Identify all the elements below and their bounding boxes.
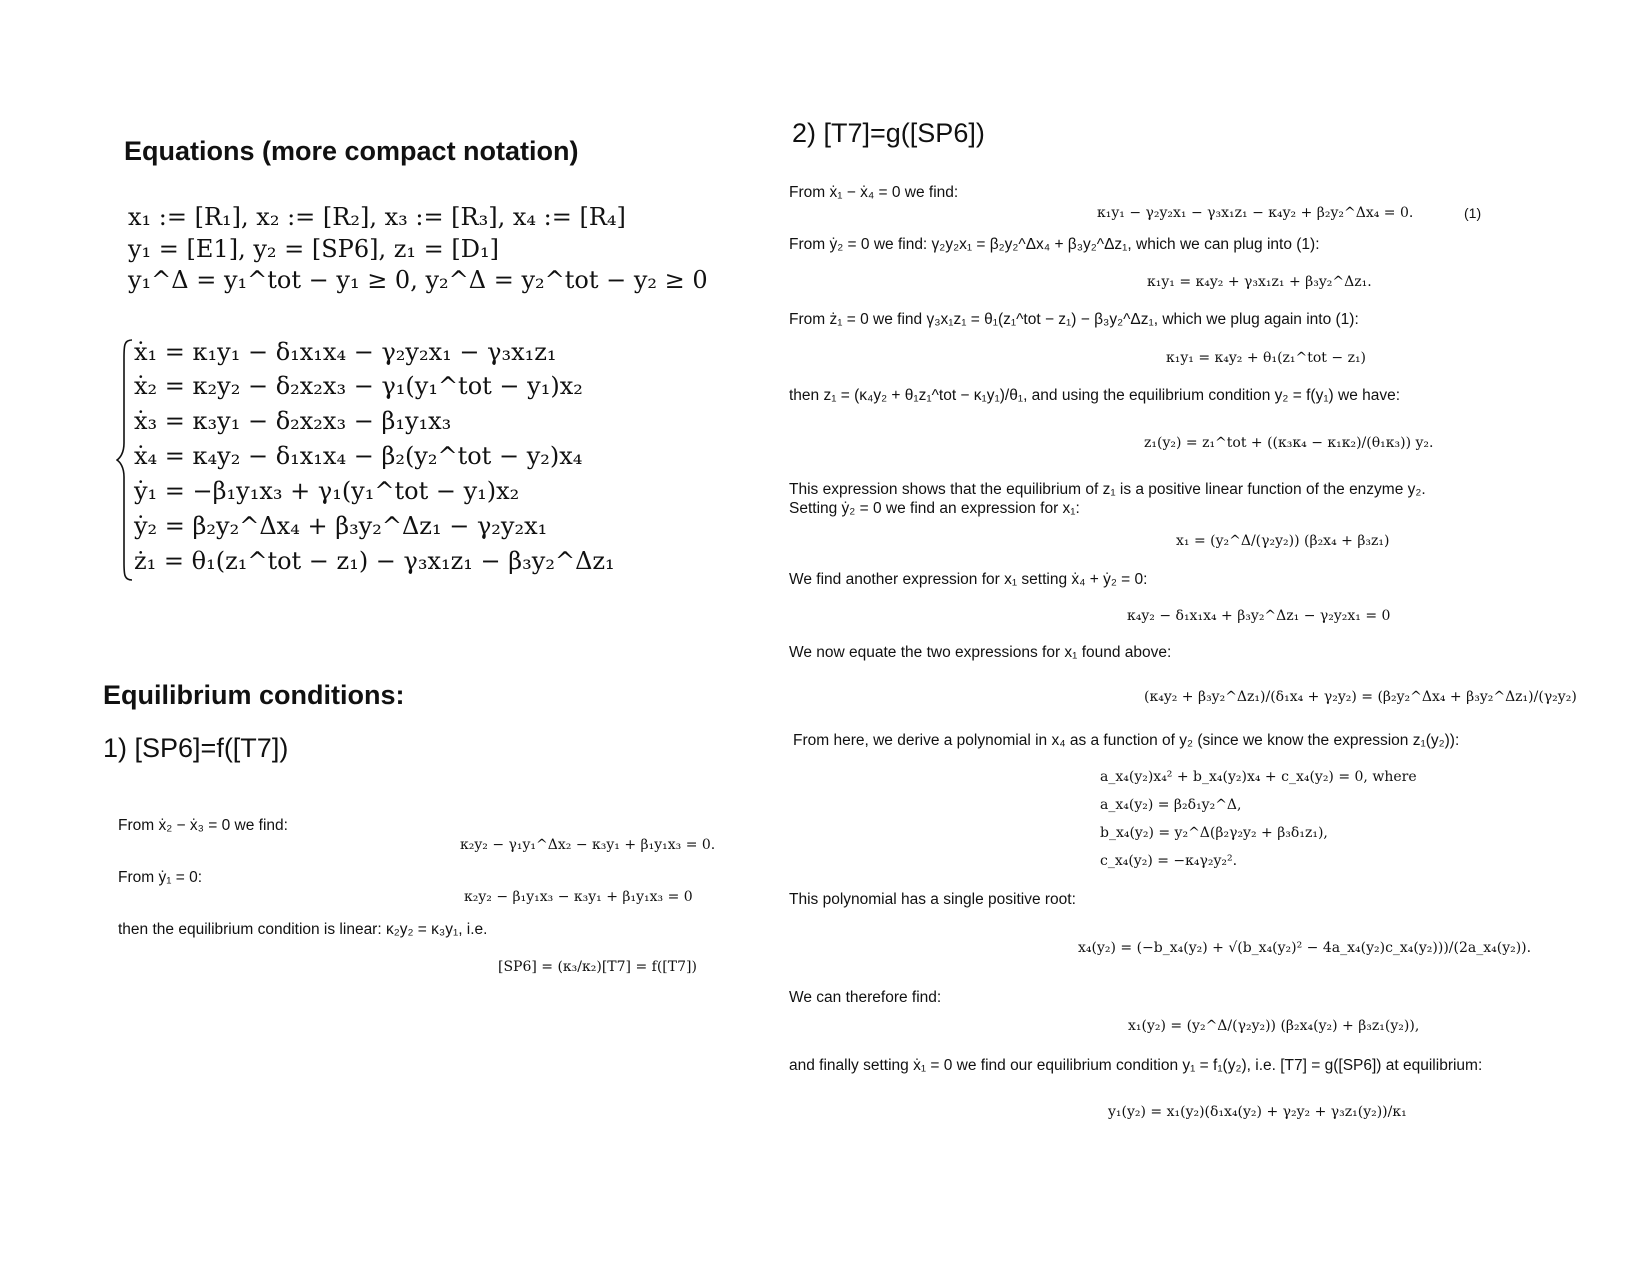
equation-r9: x₄(y₂) = (−b_x₄(y₂) + √(b_x₄(y₂)² − 4a_x₄(y₂)c_x₄(y₂)))/(2a_x₄(y₂)).	[1078, 940, 1532, 956]
equation-r11: y₁(y₂) = x₁(y₂)(δ₁x₄(y₂) + γ₂y₂ + γ₃z₁(y₂))/κ₁	[1108, 1104, 1407, 1120]
equation-r10: x₁(y₂) = (y₂^Δ/(γ₂y₂)) (β₂x₄(y₂) + β₃z₁(y₂)),	[1128, 1018, 1420, 1034]
equation-r4: z₁(y₂) = z₁^tot + ((κ₃κ₄ − κ₁κ₂)/(θ₁κ₃)) y₂.	[1144, 435, 1434, 451]
text-r2: From ẏ₂ = 0 we find: γ₂y₂x₁ = β₂y₂^Δx₄ + β₃y₂^Δz₁, which we can plug into (1):	[789, 236, 1320, 253]
poly-line-3: b_x₄(y₂) = y₂^Δ(β₂γ₂y₂ + β₃δ₁z₁),	[1100, 825, 1328, 841]
definition-line-3: y₁^Δ = y₁^tot − y₁ ≥ 0, y₂^Δ = y₂^tot − y₂ ≥ 0	[128, 266, 708, 294]
equation-l1: κ₂y₂ − γ₁y₁^Δx₂ − κ₃y₁ + β₁y₁x₃ = 0.	[460, 837, 716, 853]
text-r8: From here, we derive a polynomial in x₄ as a function of y₂ (since we know the expression z₁(y₂)):	[793, 732, 1460, 749]
ode-system	[116, 338, 716, 588]
ode-x1: ẋ₁ = κ₁y₁ − δ₁x₁x₄ − γ₂y₂x₁ − γ₃x₁z₁	[134, 338, 557, 366]
poly-line-4: c_x₄(y₂) = −κ₄γ₂y₂².	[1100, 853, 1238, 869]
text-r9: This polynomial has a single positive root:	[789, 891, 1076, 908]
equation-number: (1)	[1464, 205, 1482, 221]
text-l1: From ẋ₂ − ẋ₃ = 0 we find:	[118, 817, 288, 834]
equation-r7: (κ₄y₂ + β₃y₂^Δz₁)/(δ₁x₄ + γ₂y₂) = (β₂y₂^Δx₄ + β₃y₂^Δz₁)/(γ₂y₂)	[1144, 689, 1577, 705]
ode-x4: ẋ₄ = κ₄y₂ − δ₁x₁x₄ − β₂(y₂^tot − y₂)x₄	[134, 442, 583, 470]
text-r5a: This expression shows that the equilibrium of z₁ is a positive linear function of the enzyme y₂.	[789, 481, 1426, 498]
subsection-2-title: 2) [T7]=g([SP6])	[792, 118, 985, 148]
text-l2: From ẏ₁ = 0:	[118, 869, 203, 886]
text-r6: We find another expression for x₁ setting ẋ₄ + ẏ₂ = 0:	[789, 571, 1148, 588]
ode-x2: ẋ₂ = κ₂y₂ − δ₂x₂x₃ − γ₁(y₁^tot − y₁)x₂	[134, 372, 583, 400]
equation-l2: κ₂y₂ − β₁y₁x₃ − κ₃y₁ + β₁y₁x₃ = 0	[464, 889, 693, 905]
left-brace	[116, 338, 134, 583]
subsection-1-title: 1) [SP6]=f([T7])	[103, 733, 289, 763]
section-title-equations: Equations (more compact notation)	[124, 136, 579, 166]
poly-line-2: a_x₄(y₂) = β₂δ₁y₂^Δ,	[1100, 797, 1242, 813]
text-r1: From ẋ₁ − ẋ₄ = 0 we find:	[789, 184, 959, 201]
definition-line-1: x₁ := [R₁], x₂ := [R₂], x₃ := [R₃], x₄ := [R₄]	[128, 203, 626, 231]
ode-y1: ẏ₁ = −β₁y₁x₃ + γ₁(y₁^tot − y₁)x₂	[134, 477, 520, 505]
poly-line-1: a_x₄(y₂)x₄² + b_x₄(y₂)x₄ + c_x₄(y₂) = 0, where	[1100, 769, 1417, 785]
ode-x3: ẋ₃ = κ₃y₁ − δ₂x₂x₃ − β₁y₁x₃	[134, 407, 452, 435]
text-r5b: Setting ẏ₂ = 0 we find an expression for x₁:	[789, 500, 1080, 517]
ode-y2: ẏ₂ = β₂y₂^Δx₄ + β₃y₂^Δz₁ − γ₂y₂x₁	[134, 512, 548, 540]
equation-r2: κ₁y₁ = κ₄y₂ + γ₃x₁z₁ + β₃y₂^Δz₁.	[1147, 274, 1372, 290]
equation-l3: [SP6] = (κ₃/κ₂)[T7] = f([T7])	[498, 959, 697, 975]
ode-z1: ż₁ = θ₁(z₁^tot − z₁) − γ₃x₁z₁ − β₃y₂^Δz₁	[134, 547, 615, 575]
text-r7: We now equate the two expressions for x₁ found above:	[789, 644, 1172, 661]
text-l3: then the equilibrium condition is linear: κ₂y₂ = κ₃y₁, i.e.	[118, 921, 488, 938]
text-r11: and finally setting ẋ₁ = 0 we find our equilibrium condition y₁ = f₁(y₂), i.e. [T7] = g([SP6]) at equilibrium:	[789, 1057, 1483, 1074]
text-r10: We can therefore find:	[789, 989, 942, 1006]
section-title-equilibrium: Equilibrium conditions:	[103, 680, 405, 710]
equation-r5: x₁ = (y₂^Δ/(γ₂y₂)) (β₂x₄ + β₃z₁)	[1176, 533, 1390, 549]
text-r4: then z₁ = (κ₄y₂ + θ₁z₁^tot − κ₁y₁)/θ₁, and using the equilibrium condition y₂ = f(y₁) we have:	[789, 387, 1401, 404]
definition-line-2: y₁ = [E1], y₂ = [SP6], z₁ = [D₁]	[128, 235, 499, 263]
text-r3: From ż₁ = 0 we find γ₃x₁z₁ = θ₁(z₁^tot − z₁) − β₃y₂^Δz₁, which we plug again into (1):	[789, 311, 1359, 328]
equation-r3: κ₁y₁ = κ₄y₂ + θ₁(z₁^tot − z₁)	[1166, 350, 1367, 366]
equation-r6: κ₄y₂ − δ₁x₁x₄ + β₃y₂^Δz₁ − γ₂y₂x₁ = 0	[1127, 608, 1391, 624]
equation-r1: κ₁y₁ − γ₂y₂x₁ − γ₃x₁z₁ − κ₄y₂ + β₂y₂^Δx₄ = 0.	[1097, 205, 1414, 221]
